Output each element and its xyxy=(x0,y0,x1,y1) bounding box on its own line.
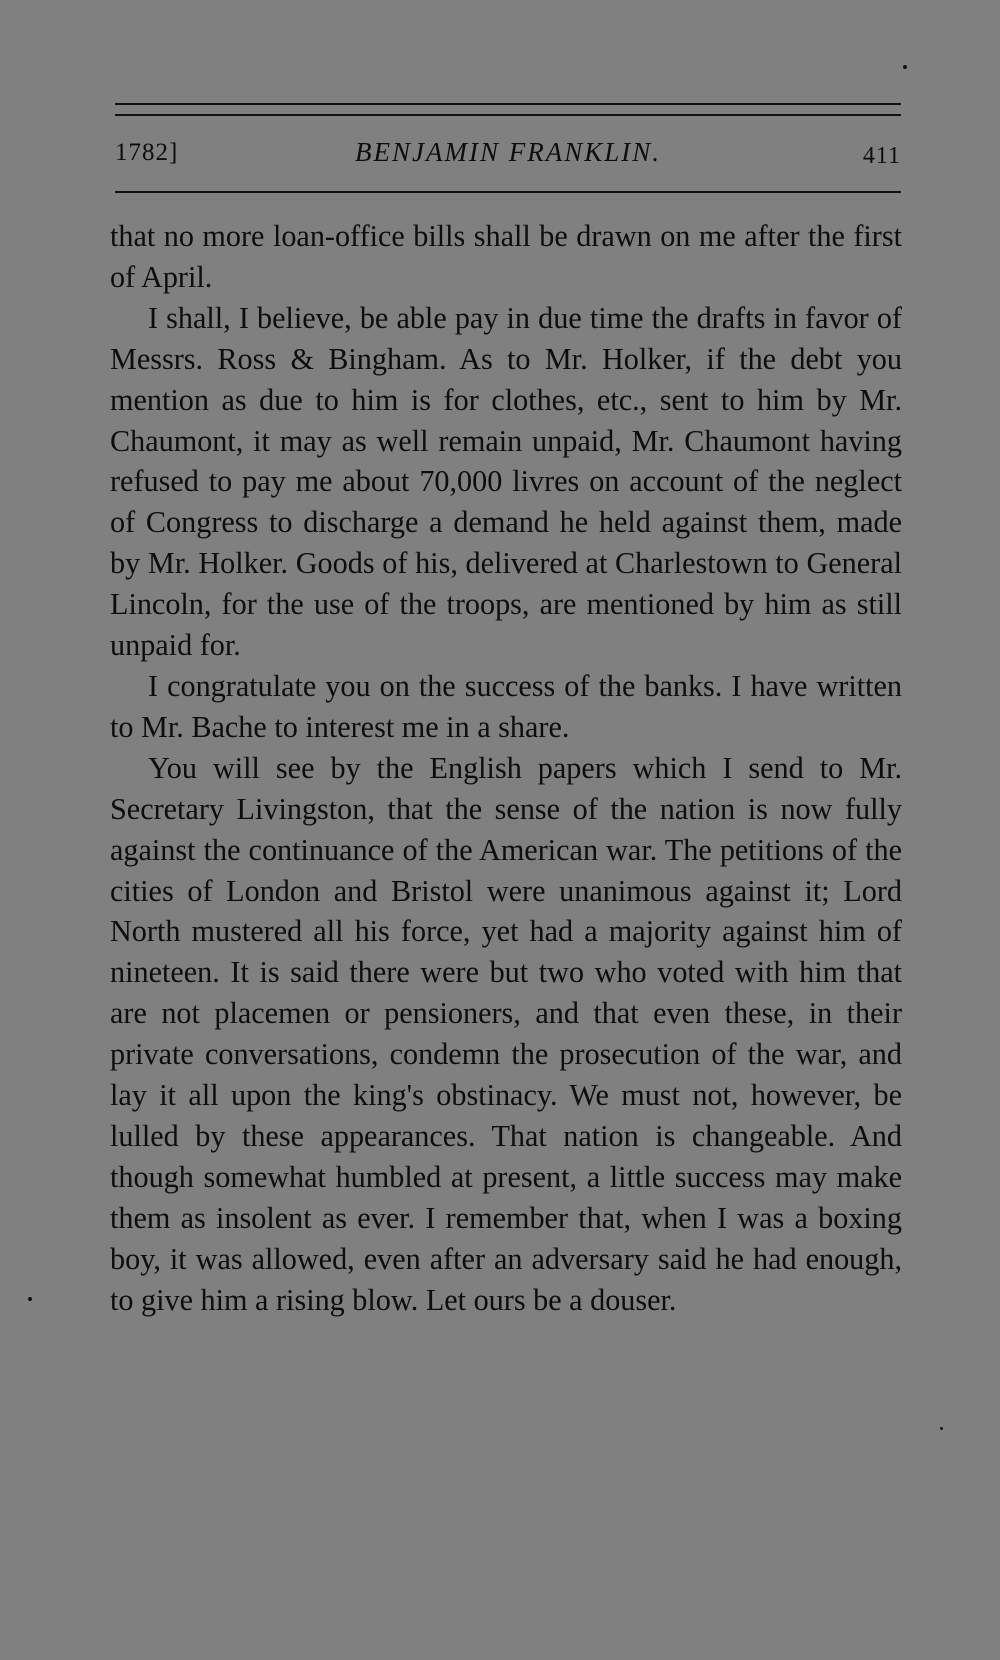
paragraph-continued: that no more loan-office bills shall be drawn on me after the first of April. xyxy=(110,219,902,294)
scan-speck xyxy=(940,1427,943,1430)
running-head-year: 1782] xyxy=(115,139,179,166)
scan-speck xyxy=(903,65,907,69)
scan-speck xyxy=(28,1297,32,1301)
paragraph: I congratulate you on the success of the banks. I have written to Mr. Bache to interest me in a share. xyxy=(110,668,902,744)
running-head-title: BENJAMIN FRANKLIN. xyxy=(355,137,661,167)
running-head xyxy=(115,133,901,173)
header-rule-under xyxy=(115,191,901,193)
body-text xyxy=(110,216,902,1320)
header-double-rule-bottom xyxy=(115,114,901,116)
page-number: 411 xyxy=(862,143,901,169)
paragraph: I shall, I believe, be able pay in due time the drafts in favor of Messrs. Ross & Bingham. As to Mr. Holker, if the debt you mention as due to him is for clothes, etc., sent to him by Mr. Chaumont, it may as well remain unpaid, Mr. Chaumont having refused to pay me about 70,000 livres on account of the neglect of Congress to discharge a demand he held against them, made by Mr. Holker. Goods of his, delivered at Charlestown to General Lincoln, for the use of the troops, are mentioned by him as still unpaid for. xyxy=(110,300,902,663)
paragraph: You will see by the English papers which I send to Mr. Secretary Livingston, that the sense of the nation is now fully against the continuance of the American war. The petitions of the cities of London and Bristol were unanimous against it; Lord North mustered all his force, yet had a majority against him of nineteen. It is said there were but two who voted with him that are not placemen or pensioners, and that even these, in their private conversations, condemn the prosecution of the war, and lay it all upon the king's obstinacy. We must not, however, be lulled by these appearances. That nation is changeable. And though somewhat humbled at present, a little success may make them as insolent as ever. I remember that, when I was a boxing boy, it was allowed, even after an adversary said he had enough, to give him a rising blow. Let ours be a douser. xyxy=(110,750,902,1317)
header-double-rule-top xyxy=(115,103,901,105)
